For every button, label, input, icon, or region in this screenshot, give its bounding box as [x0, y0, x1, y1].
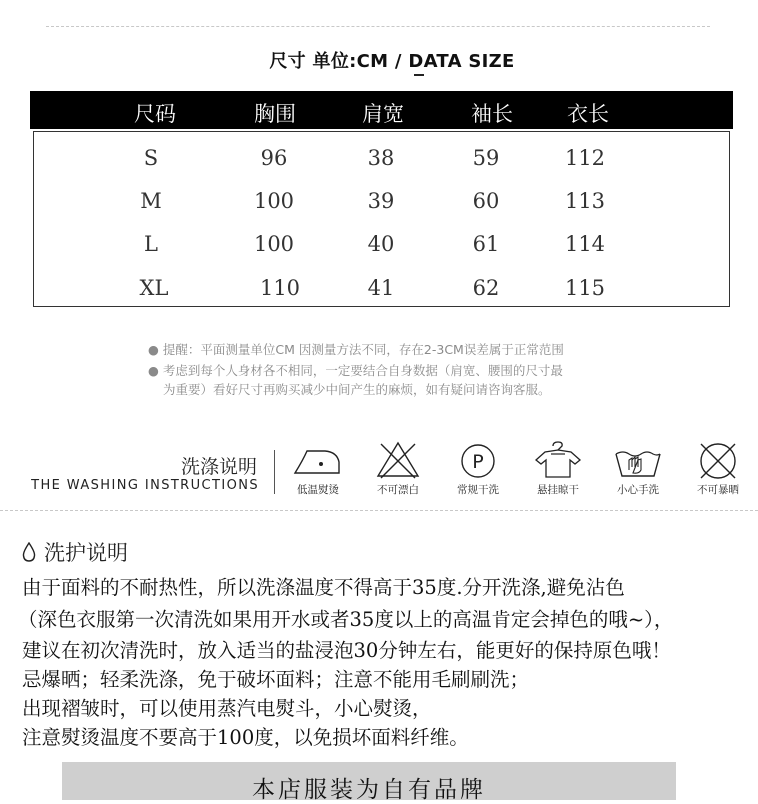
- table-cell: 100: [253, 189, 295, 213]
- table-cell: 112: [564, 146, 606, 170]
- hand-wash-icon: [611, 440, 665, 480]
- low-temp-iron-icon: [291, 440, 345, 480]
- wash-item-no-sun-dry: [681, 440, 755, 497]
- note-line-2: [148, 361, 563, 379]
- table-cell: 115: [564, 276, 606, 300]
- header-shoulder: 肩宽: [362, 102, 404, 126]
- water-drop-icon: [22, 542, 36, 562]
- table-cell: XL: [139, 276, 169, 300]
- table-cell: 39: [367, 189, 395, 213]
- table-cell: 100: [253, 232, 295, 256]
- wash-item-hang-dry: [521, 440, 595, 497]
- wash-item-low-temp-iron: [281, 440, 355, 497]
- size-table-body: [33, 131, 730, 307]
- table-cell: 62: [472, 276, 500, 300]
- wash-label: 小心手洗: [617, 484, 659, 496]
- table-cell: 41: [367, 276, 395, 300]
- wash-item-hand-wash: [601, 440, 675, 497]
- care-text-line: 忌爆晒；轻柔洗涤，免于破坏面料；注意不能用毛刷刷洗；: [22, 668, 530, 691]
- table-cell: 114: [564, 232, 606, 256]
- care-text-line: （深色衣服第一次清洗如果用开水或者35度以上的高温肯定会掉色的哦~），: [18, 608, 674, 631]
- care-title: [22, 537, 128, 567]
- note-text: 考虑到每个人身材各不相同，一定要结合自身数据（肩宽、腰围的尺寸最: [162, 363, 563, 378]
- care-text-line: 建议在初次清洗时，放入适当的盐浸泡30分钟左右，能更好的保持原色哦！: [22, 639, 671, 662]
- no-sun-dry-icon: [691, 440, 745, 480]
- table-cell: 110: [259, 276, 301, 300]
- header-chest: 胸围: [254, 102, 296, 126]
- table-cell: 40: [367, 232, 395, 256]
- header-sleeve: 袖长: [471, 102, 513, 126]
- care-title-text: 洗护说明: [44, 541, 128, 565]
- washing-title-en: THE WASHING INSTRUCTIONS: [31, 478, 259, 493]
- table-cell: 61: [472, 232, 500, 256]
- table-cell: 38: [367, 146, 395, 170]
- svg-text:P: P: [472, 451, 484, 473]
- dry-clean-p-icon: [451, 440, 505, 480]
- table-cell: S: [143, 146, 159, 170]
- wash-item-no-bleach: [361, 440, 435, 497]
- wash-label: 不可暴晒: [697, 484, 739, 496]
- wash-label: 悬挂晾干: [537, 484, 579, 496]
- table-cell: 60: [472, 189, 500, 213]
- table-cell: 59: [472, 146, 500, 170]
- wash-label: 低温熨烫: [297, 484, 339, 496]
- size-table-header: [30, 91, 733, 129]
- no-bleach-icon: [371, 440, 425, 480]
- note-line-1: [148, 340, 564, 358]
- care-text-line: 注意熨烫温度不要高于100度，以免损坏面料纤维。: [22, 726, 469, 749]
- bullet-icon: ●: [148, 363, 159, 378]
- hang-dry-icon: [531, 440, 585, 480]
- washing-divider: [274, 450, 275, 494]
- wash-label: 常规干洗: [457, 484, 499, 496]
- table-cell: 113: [564, 189, 606, 213]
- note-text: 提醒：平面测量单位CM 因测量方法不同，存在2-3CM误差属于正常范围: [162, 342, 564, 357]
- table-cell: 96: [260, 146, 288, 170]
- brand-banner-text: 本店服装为自有品牌: [252, 777, 486, 803]
- care-text-line: 由于面料的不耐热性，所以洗涤温度不得高于35度.分开洗涤,避免沾色: [22, 576, 625, 599]
- washing-title-cn: 洗涤说明: [180, 456, 257, 478]
- care-text-line: 出现褶皱时，可以使用蒸汽电熨斗，小心熨烫，: [22, 697, 432, 720]
- table-cell: M: [140, 189, 162, 213]
- table-cell: L: [144, 232, 158, 256]
- size-chart-title: 尺寸 单位:CM / DATA SIZE: [269, 51, 515, 72]
- header-size: 尺码: [134, 102, 176, 126]
- bullet-icon: ●: [148, 342, 159, 357]
- top-dashed-divider: [46, 26, 710, 27]
- title-underline: [414, 74, 424, 76]
- header-length: 衣长: [567, 102, 609, 126]
- brand-banner: [62, 762, 676, 803]
- section-dashed-divider: [0, 510, 758, 511]
- wash-label: 不可漂白: [377, 484, 419, 496]
- wash-item-dry-clean: [441, 440, 515, 497]
- note-line-3: 为重要）看好尺寸再购买减少中间产生的麻烦，如有疑问请咨询客服。: [163, 382, 551, 397]
